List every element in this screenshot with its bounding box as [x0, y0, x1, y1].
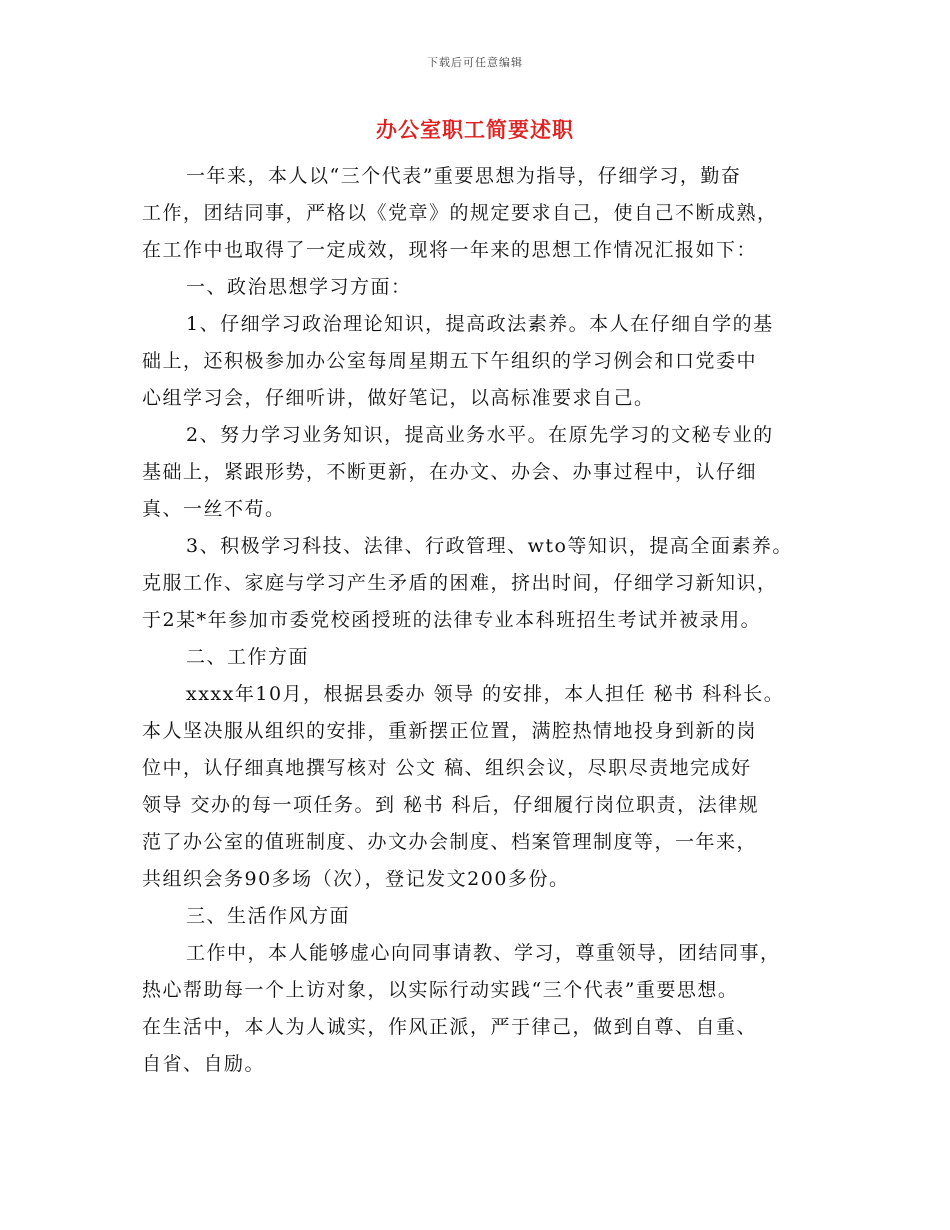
paragraph-line: 在工作中也取得了一定成效，现将一年来的思想工作情况汇报如下：: [142, 239, 758, 261]
paragraph-line: 真、一丝不苟。: [142, 498, 286, 520]
paragraph-line: 于2某*年参加市委党校函授班的法律专业本科班招生考试并被录用。: [142, 609, 762, 631]
paragraph-line: 一年来，本人以“三个代表”重要思想为指导，仔细学习，勤奋: [186, 165, 742, 187]
paragraph-line: 一、政治思想学习方面：: [186, 276, 412, 298]
paragraph-line: 本人坚决服从组织的安排，重新摆正位置，满腔热情地投身到新的岗: [142, 720, 758, 742]
paragraph-line: 共组织会务90多场（次），登记发文200多份。: [142, 868, 570, 890]
paragraph-line: 心组学习会，仔细听讲，做好笔记，以高标准要求自己。: [142, 387, 655, 409]
paragraph-line: 领导 交办的每一项任务。到 秘书 科后，仔细履行岗位职责，法律规: [142, 794, 760, 816]
paragraph-line: 2、努力学习业务知识，提高业务水平。在原先学习的文秘专业的: [186, 424, 774, 446]
paragraph-line: 三、生活作风方面: [186, 905, 351, 927]
paragraph-line: 二、工作方面: [186, 646, 310, 668]
document-body: [142, 158, 822, 1083]
paragraph-line: xxxx年10月，根据县委办 领导 的安排，本人担任 秘书 科科长。: [186, 683, 785, 705]
paragraph-line: 工作，团结同事，严格以《党章》的规定要求自己，使自己不断成熟，: [142, 202, 778, 224]
paragraph-line: 3、积极学习科技、法律、行政管理、wto等知识，提高全面素养。: [186, 535, 793, 557]
paragraph-line: 克服工作、家庭与学习产生矛盾的困难，挤出时间，仔细学习新知识，: [142, 572, 778, 594]
paragraph-line: 工作中，本人能够虚心向同事请教、学习，尊重领导，团结同事，: [186, 942, 781, 964]
paragraph-line: 础上，还积极参加办公室每周星期五下午组织的学习例会和口党委中: [142, 350, 758, 372]
paragraph-line: 热心帮助每一个上访对象，以实际行动实践“三个代表”重要思想。: [142, 979, 739, 1001]
paragraph-line: 范了办公室的值班制度、办文办会制度、档案管理制度等，一年来，: [142, 831, 758, 853]
paragraph-line: 位中，认仔细真地撰写核对 公文 稿、组织会议，尽职尽责地完成好: [142, 757, 752, 779]
paragraph-line: 1、仔细学习政治理论知识，提高政法素养。本人在仔细自学的基: [186, 313, 774, 335]
paragraph-line: 在生活中，本人为人诚实，作风正派，严于律己，做到自尊、自重、: [142, 1016, 758, 1038]
paragraph-line: 自省、自励。: [142, 1053, 266, 1075]
document-title: 办公室职工简要述职: [376, 117, 574, 142]
header-note: 下载后可任意编辑: [427, 56, 523, 69]
paragraph-line: 基础上，紧跟形势，不断更新，在办文、办会、办事过程中，认仔细: [142, 461, 758, 483]
